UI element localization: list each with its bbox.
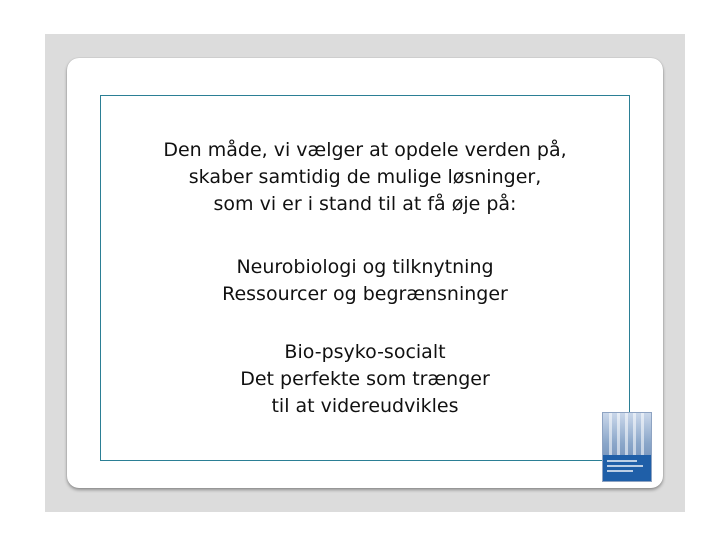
text-line: Ressourcer og begrænsninger bbox=[222, 283, 508, 305]
text-line: som vi er i stand til at få øje på: bbox=[213, 193, 517, 215]
paragraph-intro bbox=[100, 137, 630, 218]
text-line: Det perfekte som trænger bbox=[240, 368, 490, 390]
text-line: til at videreudvikles bbox=[271, 395, 459, 417]
text-line: Neurobiologi og tilknytning bbox=[236, 256, 494, 278]
text-line: Bio-psyko-socialt bbox=[284, 341, 446, 363]
paragraph-perspective bbox=[100, 339, 630, 420]
text-line: Den måde, vi vælger at opdele verden på, bbox=[163, 139, 567, 161]
paragraph-topics bbox=[100, 254, 630, 308]
book-cover-thumbnail-icon bbox=[602, 412, 652, 482]
text-line: skaber samtidig de mulige løsninger, bbox=[188, 166, 542, 188]
